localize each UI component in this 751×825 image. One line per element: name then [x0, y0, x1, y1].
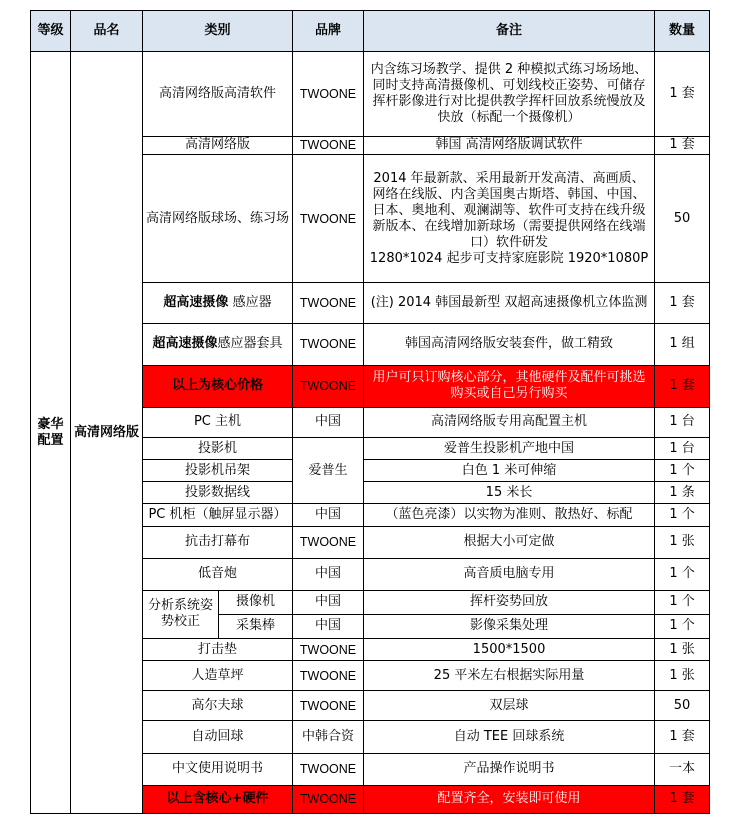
brand-cell: TWOONE — [293, 365, 364, 407]
qty-cell: 50 — [655, 691, 710, 721]
remark-cell: 韩国高清网络版安装套件，做工精致 — [364, 323, 655, 365]
brand-cell: TWOONE — [293, 323, 364, 365]
remark-cell: 韩国 高清网络版调试软件 — [364, 136, 655, 154]
brand-cell: 中国 — [293, 558, 364, 590]
category-cell: 投影数据线 — [143, 482, 293, 504]
qty-cell: 1 个 — [655, 558, 710, 590]
qty-cell: 1 套 — [655, 365, 710, 407]
remark-cell: 挥杆姿势回放 — [364, 590, 655, 614]
category-cell: 高尔夫球 — [143, 691, 293, 721]
brand-cell: TWOONE — [293, 785, 364, 813]
remark-cell: 高音质电脑专用 — [364, 558, 655, 590]
header-grade: 等级 — [31, 11, 71, 52]
header-qty: 数量 — [655, 11, 710, 52]
header-category: 类别 — [143, 11, 293, 52]
product-config-table — [30, 10, 710, 814]
category-rest: 感应器套具 — [217, 336, 283, 352]
category-cell: 摄像机 — [219, 590, 293, 614]
brand-cell: 中国 — [293, 590, 364, 614]
category-cell: PC 机柜（触屏显示器） — [143, 504, 293, 526]
brand-cell: TWOONE — [293, 753, 364, 785]
brand-cell: TWOONE — [293, 526, 364, 558]
brand-cell: TWOONE — [293, 154, 364, 283]
remark-cell: 双层球 — [364, 691, 655, 721]
qty-cell: 1 台 — [655, 438, 710, 460]
category-cell — [143, 323, 293, 365]
qty-cell: 1 个 — [655, 504, 710, 526]
brand-cell: TWOONE — [293, 691, 364, 721]
qty-cell: 1 套 — [655, 721, 710, 753]
category-cell: 高清网络版高清软件 — [143, 52, 293, 136]
category-cell — [143, 283, 293, 323]
category-cell: 低音炮 — [143, 558, 293, 590]
category-cell: 中文使用说明书 — [143, 753, 293, 785]
remark-cell: 内含练习场教学、提供 2 种模拟式练习场场地、同时支持高清摄像机、可划线校正姿势、可储存挥杆影像进行对比提供教学挥杆回放系统慢放及快放（标配一个摄像机） — [364, 52, 655, 136]
qty-cell: 一本 — [655, 753, 710, 785]
brand-cell: TWOONE — [293, 136, 364, 154]
qty-cell: 1 个 — [655, 460, 710, 482]
category-cell: 采集棒 — [219, 614, 293, 638]
remark-cell: 爱普生投影机产地中国 — [364, 438, 655, 460]
remark-cell: (注) 2014 韩国最新型 双超高速摄像机立体监测 — [364, 283, 655, 323]
category-cell: 高清网络版 — [143, 136, 293, 154]
category-bold: 超高速摄像 — [152, 336, 218, 352]
qty-cell: 1 张 — [655, 661, 710, 691]
brand-cell: 中国 — [293, 504, 364, 526]
category-cell: PC 主机 — [143, 407, 293, 437]
category-rest: 感应器 — [228, 294, 272, 310]
category-cell: 人造草坪 — [143, 661, 293, 691]
category-cell: 投影机 — [143, 438, 293, 460]
brand-cell: TWOONE — [293, 661, 364, 691]
remark-cell: 25 平米左右根据实际用量 — [364, 661, 655, 691]
category-cell: 抗击打幕布 — [143, 526, 293, 558]
category-cell: 投影机吊架 — [143, 460, 293, 482]
qty-cell: 1 个 — [655, 614, 710, 638]
header-remark: 备注 — [364, 11, 655, 52]
group-cell: 分析系统姿势校正 — [143, 590, 219, 638]
remark-cell: 自动 TEE 回球系统 — [364, 721, 655, 753]
category-cell: 以上为核心价格 — [143, 365, 293, 407]
remark-cell: 1500*1500 — [364, 639, 655, 661]
remark-cell: 根据大小可定做 — [364, 526, 655, 558]
qty-cell: 1 套 — [655, 283, 710, 323]
brand-cell: 中国 — [293, 614, 364, 638]
remark-cell: 影像采集处理 — [364, 614, 655, 638]
qty-cell: 1 套 — [655, 785, 710, 813]
qty-cell: 1 台 — [655, 407, 710, 437]
header-brand: 品牌 — [293, 11, 364, 52]
remark-text: 2014 年最新款、采用最新开发高清、高画质、网络在线版、内含美国奥古斯塔、韩国、中国、日本、奥地利、观澜湖等、软件可支持在线升级新版本、在线增加新球场（需要提供网络在线端口）软件研发 — [372, 170, 646, 250]
table-row — [31, 52, 710, 136]
grade-cell: 豪华配置 — [31, 52, 71, 814]
qty-cell: 1 条 — [655, 482, 710, 504]
category-bold: 超高速摄像 — [163, 294, 229, 310]
brand-cell: 中韩合资 — [293, 721, 364, 753]
remark-cell: （蓝色亮漆）以实物为准则、散热好、标配 — [364, 504, 655, 526]
qty-cell: 1 组 — [655, 323, 710, 365]
category-cell: 以上含核心+硬件 — [143, 785, 293, 813]
header-row — [31, 11, 710, 52]
remark-cell: 白色 1 米可伸缩 — [364, 460, 655, 482]
qty-cell: 1 张 — [655, 639, 710, 661]
product-name-cell: 高清网络版 — [71, 52, 143, 814]
brand-cell: 爱普生 — [293, 438, 364, 504]
qty-cell: 50 — [655, 154, 710, 283]
brand-cell: TWOONE — [293, 283, 364, 323]
remark-cell: 配置齐全，安装即可使用 — [364, 785, 655, 813]
brand-cell: 中国 — [293, 407, 364, 437]
remark-resolution: 1280*1024 起步可支持家庭影院 1920*1080P — [369, 250, 649, 266]
remark-cell: 15 米长 — [364, 482, 655, 504]
category-cell: 自动回球 — [143, 721, 293, 753]
category-cell: 打击垫 — [143, 639, 293, 661]
remark-cell: 用户可只订购核心部分，其他硬件及配件可挑选购买或自己另行购买 — [364, 365, 655, 407]
header-name: 品名 — [71, 11, 143, 52]
category-cell: 高清网络版球场、练习场 — [143, 154, 293, 283]
brand-cell: TWOONE — [293, 639, 364, 661]
remark-cell: 高清网络版专用高配置主机 — [364, 407, 655, 437]
qty-cell: 1 套 — [655, 52, 710, 136]
qty-cell: 1 张 — [655, 526, 710, 558]
remark-cell — [364, 154, 655, 283]
remark-cell: 产品操作说明书 — [364, 753, 655, 785]
qty-cell: 1 套 — [655, 136, 710, 154]
brand-cell: TWOONE — [293, 52, 364, 136]
qty-cell: 1 个 — [655, 590, 710, 614]
